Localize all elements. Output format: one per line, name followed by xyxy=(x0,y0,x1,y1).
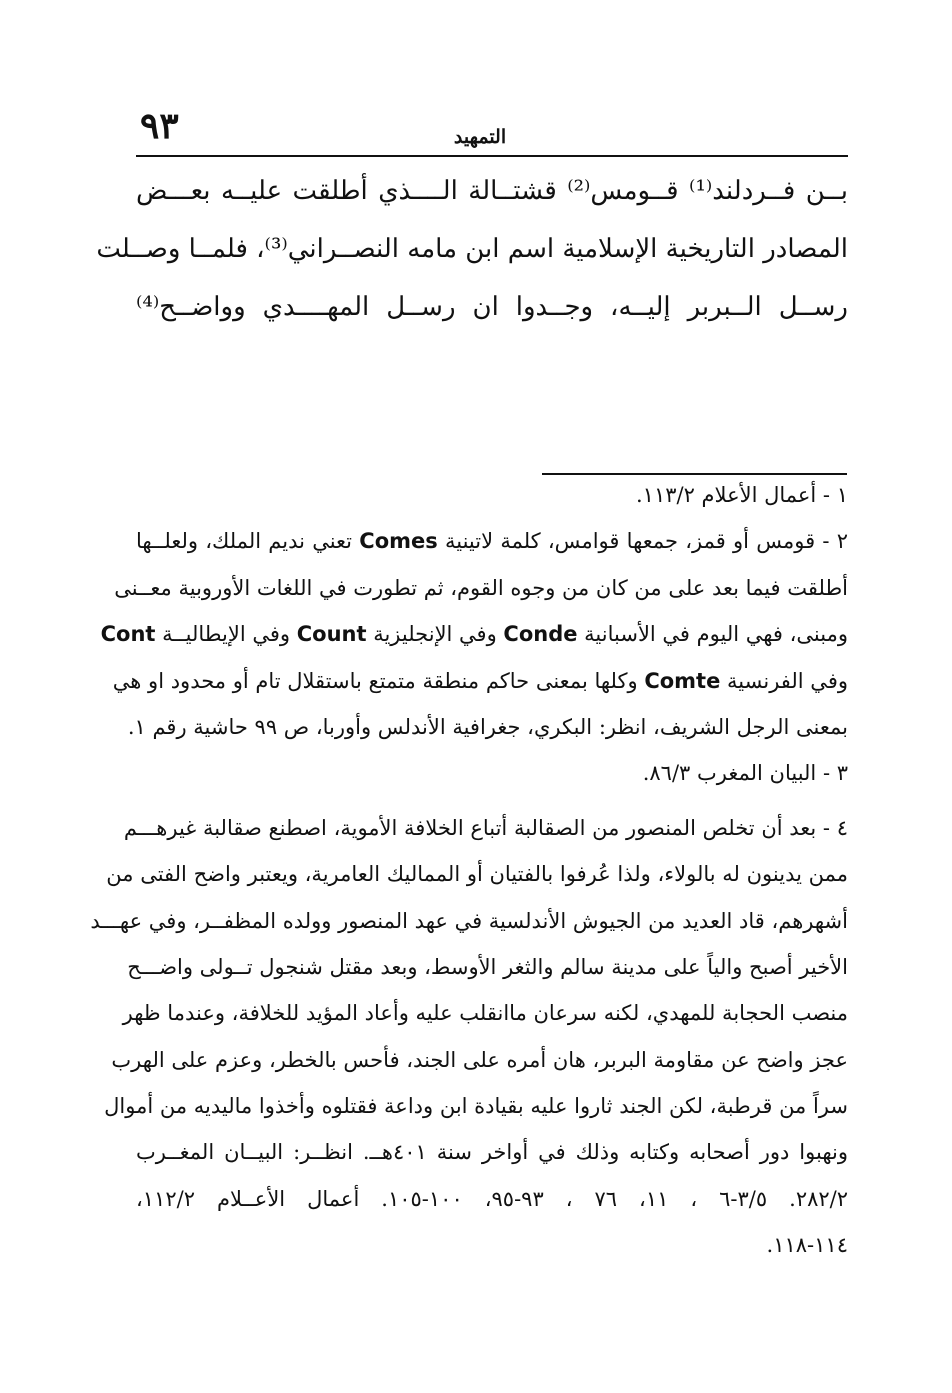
footnote-line: ٤ - بعد أن تخلص المنصور من الصقالبة أتباع الخلافة الأموية، اصطنع صقالبة غيرهـــم xyxy=(123,815,848,840)
body-line: المصادر التاريخية الإسلامية اسم ابن مامه النصــراني⁽³⁾، فلمــا وصــلت xyxy=(96,234,848,264)
running-header: التمهيد xyxy=(453,126,507,148)
footnote-text: ومبنى، فهي اليوم في الأسبانية xyxy=(577,622,848,647)
latin-term: Cont xyxy=(100,622,156,647)
footnote-4 xyxy=(90,805,849,1269)
footnote-line: بمعنى الرجل الشريف، انظر: البكري، جغرافية الأندلس وأوربا، ص ٩٩ حاشية رقم ١. xyxy=(127,714,848,739)
footnote-line: أشهرهم، قاد العديد من الجيوش الأندلسية في عهد المنصور وولده المظفــر، وفي عهـــد xyxy=(90,908,848,933)
latin-term: Conde xyxy=(503,622,578,647)
body-text xyxy=(96,162,848,336)
footnote-line: الأخير أصبح والياً على مدينة سالم والثغر الأوسط، وبعد مقتل شنجول تــولى واضـــح xyxy=(127,954,848,979)
footnote-text: وفي الإيطاليــة xyxy=(155,622,297,647)
body-line: بــن فــردلند⁽¹⁾ قــومس⁽²⁾ قشتــالة الــــذي أطلقت عليــه بعـــض xyxy=(136,176,848,206)
footnote-line: سراً من قرطبة، لكن الجند ثاروا عليه بقيادة ابن وداعة فقتلوه وأخذوا ماليديه من أموال xyxy=(104,1094,848,1119)
latin-term: Comes xyxy=(359,529,438,554)
footnote-line: ونهبوا دور أصحابه وكتابه وذلك في أواخر سنة ٤٠١هــ. انظــر: البيــان المغــرب xyxy=(136,1140,848,1165)
footnote-1 xyxy=(136,472,848,518)
footnote-line: أطلقت فيما بعد على من كان من وجوه القوم، ثم تطورت في اللغات الأوروبية معــنى xyxy=(114,575,848,600)
footnote-line: ١ - أعمال الأعلام ١١٣/٢. xyxy=(635,483,848,507)
footnote-text: وفي الفرنسية xyxy=(720,668,848,693)
latin-term: Comte xyxy=(644,668,721,693)
footnote-line: ٢٨٢/٢. ٣/٥-٦ ، ١١، ٧٦ ، ٩٣-٩٥، ١٠٠-١٠٥. أعمال الأعــلام ١١٢/٢، xyxy=(136,1186,849,1211)
footnote-line: عجز واضح عن مقاومة البربر، هان أمره على الجند، فأحس بالخطر، وعزم على الهرب xyxy=(111,1047,848,1072)
footnote-text: وفي الإنجليزية xyxy=(366,622,504,647)
footnote-3 xyxy=(136,750,848,796)
latin-term: Count xyxy=(296,622,367,647)
footnote-text: تعني نديم الملك، ولعلــها xyxy=(136,529,360,554)
footnote-text: ٢ - قومس أو قمز، جمعها قوامس، كلمة لاتينية xyxy=(437,529,848,554)
footnote-line: ٣ - البيان المغرب ٨٦/٣. xyxy=(642,761,848,786)
body-line: رســل الــبربر إليــه، وجــدوا ان رســل المهــــدي وواضــح⁽⁴⁾ xyxy=(136,292,848,322)
footnote-line: منصب الحجابة للمهدي، لكنه سرعان ماانقلب عليه وأعاد المؤيد للخلافة، وعندما ظهر xyxy=(122,1001,848,1026)
header-rule xyxy=(136,155,848,157)
footnote-gap xyxy=(136,797,848,805)
page-number: ٩٣ xyxy=(140,105,179,147)
footnote-line: ممن يدينون له بالولاء، ولذا عُرفوا بالفتيان أو المماليك العامرية، ويعتبر واضح الفتى من xyxy=(106,862,848,887)
footnote-line: ١١٤-١١٨. xyxy=(766,1233,848,1258)
footnote-line xyxy=(112,658,848,704)
footnote-line xyxy=(136,518,848,564)
footnote-line xyxy=(100,611,848,657)
footnote-text: وكلها بمعنى حاكم منطقة متمتع باستقلال تام أو محدود او هي xyxy=(112,668,645,693)
footnote-2 xyxy=(100,518,848,750)
footnotes xyxy=(90,472,849,1269)
